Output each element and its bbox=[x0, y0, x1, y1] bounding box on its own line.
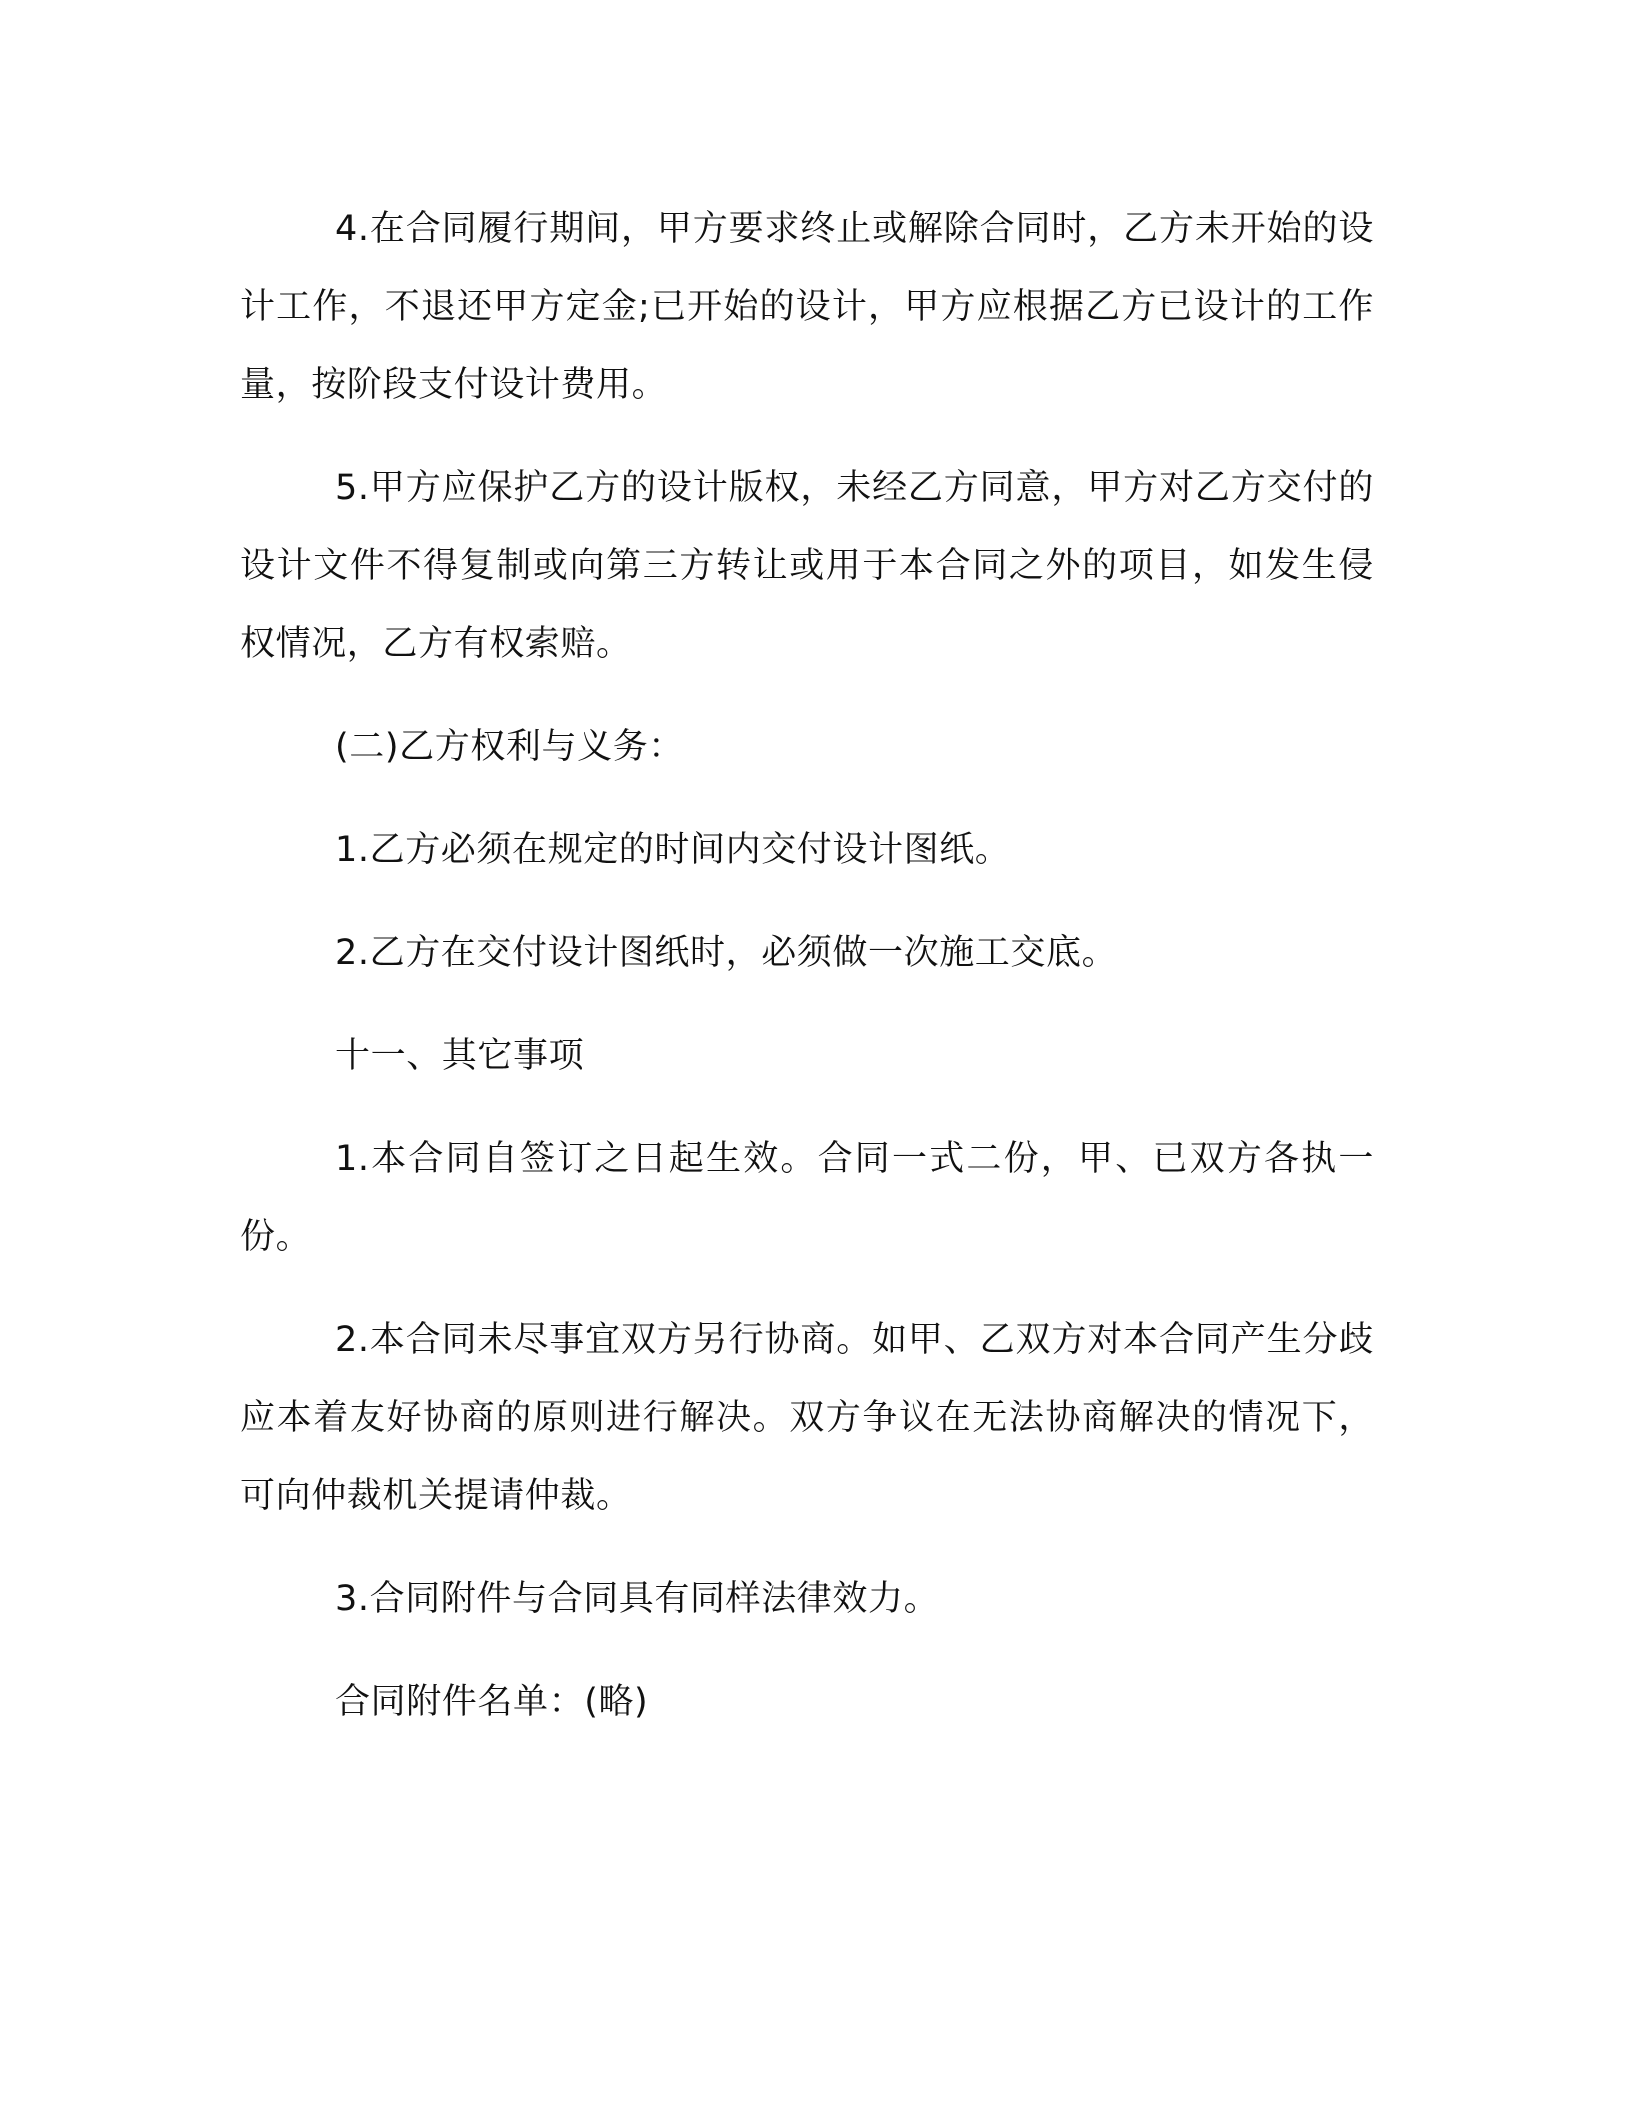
clause-party-b-2: 2.乙方在交付设计图纸时，必须做一次施工交底。 bbox=[335, 933, 1118, 973]
clause-5-copyright: 5.甲方应保护乙方的设计版权，未经乙方同意，甲方对乙方交付的设计文件不得复制或向第三方转让或用于本合同之外的项目，如发生侵权情况，乙方有权索赔。 bbox=[240, 468, 1374, 664]
document-body bbox=[240, 190, 1374, 1766]
clause-other-3: 3.合同附件与合同具有同样法律效力。 bbox=[335, 1579, 940, 1619]
section-heading-party-b: (二)乙方权利与义务： bbox=[335, 727, 684, 767]
clause-party-b-1: 1.乙方必须在规定的时间内交付设计图纸。 bbox=[335, 830, 1011, 870]
section-heading-other-matters: 十一、其它事项 bbox=[335, 1036, 585, 1076]
clause-other-2: 2.本合同未尽事宜双方另行协商。如甲、乙双方对本合同产生分歧应本着友好协商的原则进行解决。双方争议在无法协商解决的情况下，可向仲裁机关提请仲裁。 bbox=[240, 1320, 1374, 1516]
clause-4-termination: 4.在合同履行期间，甲方要求终止或解除合同时，乙方未开始的设计工作，不退还甲方定金;已开始的设计，甲方应根据乙方已设计的工作量，按阶段支付设计费用。 bbox=[240, 209, 1374, 405]
clause-other-1: 1.本合同自签订之日起生效。合同一式二份，甲、已双方各执一份。 bbox=[240, 1139, 1374, 1257]
attachment-list: 合同附件名单：(略) bbox=[335, 1682, 649, 1722]
